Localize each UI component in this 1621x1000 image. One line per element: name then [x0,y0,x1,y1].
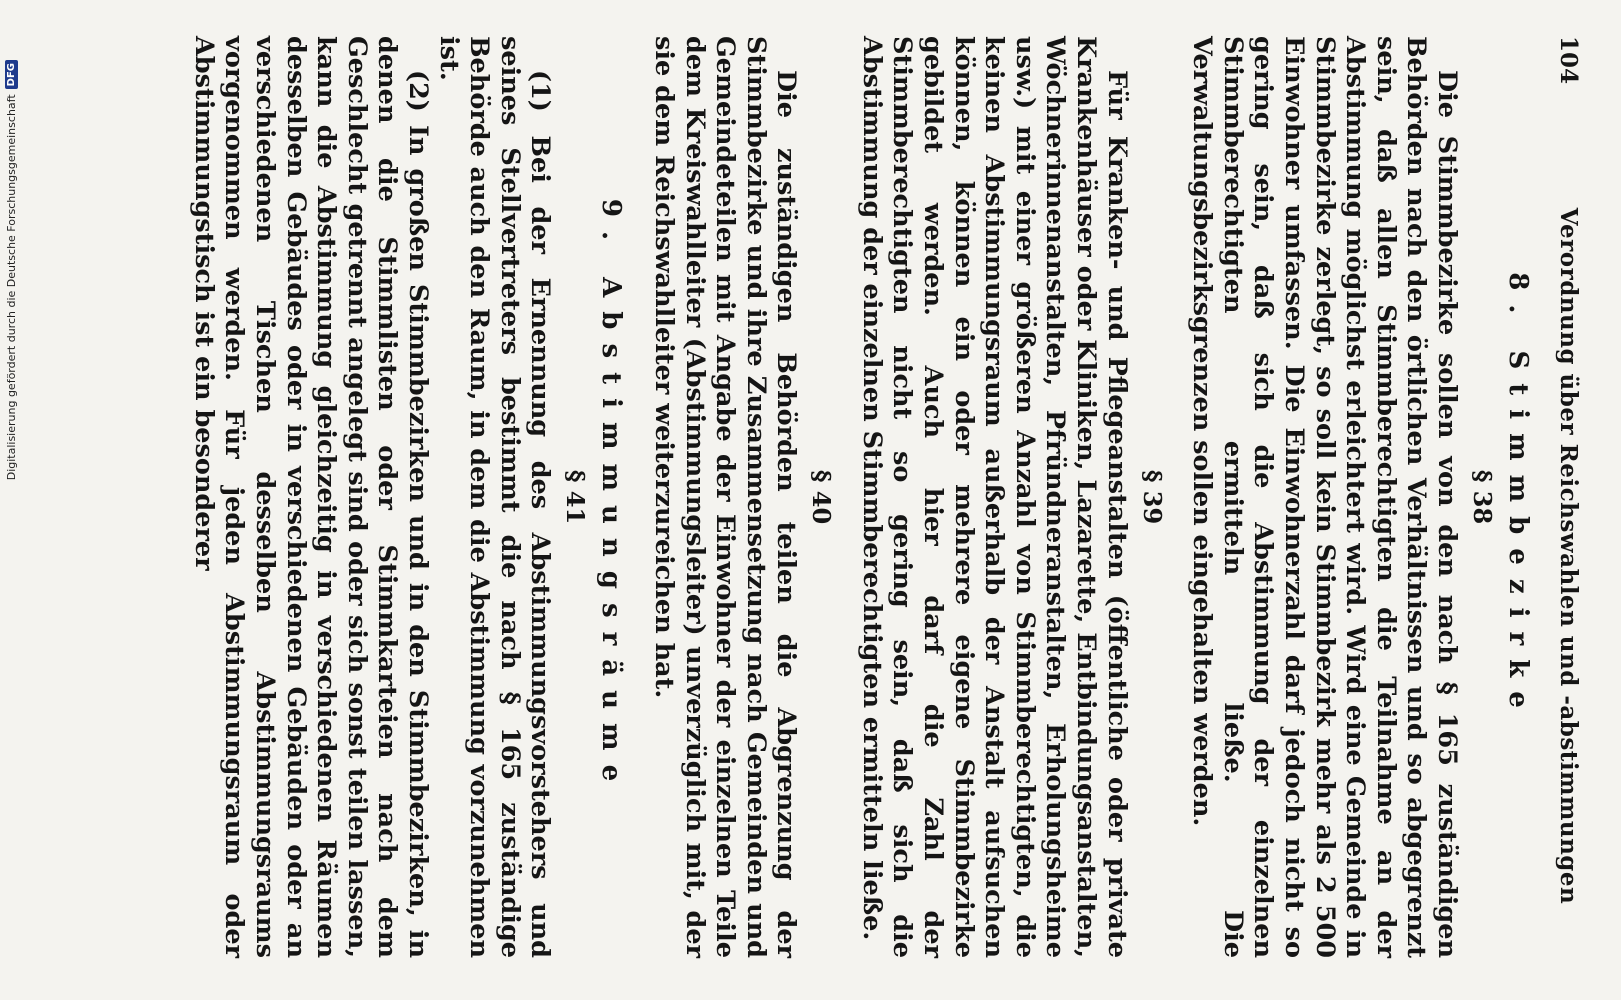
paragraph-text: (2) In großen Stimmbezirken und in den Stimmbezirken, in denen die Stimmlisten oder Stimmkarteien nach dem Geschlecht getrennt angelegt sind oder sich sonst teilen lassen, kann die Abstimmung gleichzeitig in verschiedenen Räumen desselben Gebäudes oder in verschiedenen Gebäuden oder an verschiedenen Tischen desselben Abstimmungsraums vorgenommen werden. Für jeden Abstimmungsraum oder Abstimmungstisch ist ein besonderer [188,36,433,958]
paragraph-text: Die zuständigen Behörden teilen die Abgrenzung der Stimmbezirke und ihre Zusammensetzung nach Gemeinden und Gemeindeteilen mit Angabe der Einwohner der einzelnen Teile dem Kreiswahlleiter (Abstimmungsleiter) unverzüglich mit, der sie dem Reichswahlleiter weiterzureichen hat. [648,36,802,958]
paragraph-text: Die Stimmbezirke sollen von den nach § 165 zuständigen Behörden nach den örtlichen Verhältnissen und so abgegrenzt sein, daß allen Stimmberechtigten die Teilnahme an der Abstimmung möglichst erleichtert wird. Wird eine Gemeinde in Stimmbezirke zerlegt, so soll kein Stimmbezirk mehr als 2 500 Einwohner umfassen. Die Einwohnerzahl darf jedoch nicht so gering sein, daß sich die Abstimmung der einzelnen Stimmberechtigten ermitteln ließe. Die Verwaltungsbezirksgrenzen sollen eingehalten werden. [1187,36,1462,958]
paragraph-gap [174,36,188,958]
paragraph-gap [842,36,856,958]
dfg-logo: DFG [5,60,18,89]
paragraph-gap [634,36,648,958]
paragraph-mark: § 38 [1468,469,1497,525]
paragraph-mark: § 41 [561,469,591,525]
rotated-document-page [80,12,1590,982]
page-header [1555,36,1582,958]
funding-note-text: Digitalisierung gefördert durch die Deutsche Forschungsgemeinschaft [4,94,18,481]
page-number: 104 [1555,36,1582,85]
running-title: Verordnung über Reichswahlen und -abstimmungen [1555,207,1582,905]
paragraph-mark: § 40 [807,469,837,525]
paragraph-mark: § 39 [1137,469,1167,525]
funding-note [0,0,22,1000]
section-title: 9. Abstimmungsräume [596,198,627,796]
paragraph-text: Für Kranken- und Pflegeanstalten (öffentliche oder private Krankenhäuser oder Kliniken, Lazarette, Entbindungsanstalten, Wöchnerinnenanstalten, Pfründneranstalten, Erholungsheime usw.) mit einer größeren Anzahl von Stimmberechtigten, die keinen Abstimmungsraum außerhalb der Anstalt aufsuchen können, können ein oder mehrere eigene Stimmbezirke gebildet werden. Auch hier darf die Zahl der Stimmberechtigten nicht so gering sein, daß sich die Abstimmung der einzelnen Stimmberechtigten ermitteln ließe. [856,36,1132,958]
paragraph-text: (1) Bei der Ernennung des Abstimmungsvorstehers und seines Stellvertreters bestimmt die nach § 165 zuständige Behörde auch den Raum, in dem die Abstimmung vorzunehmen ist. [433,36,556,958]
document-body [174,36,1533,958]
paragraph-gap [1173,36,1187,958]
section-title: 8. Stimmbezirke [1503,272,1533,722]
